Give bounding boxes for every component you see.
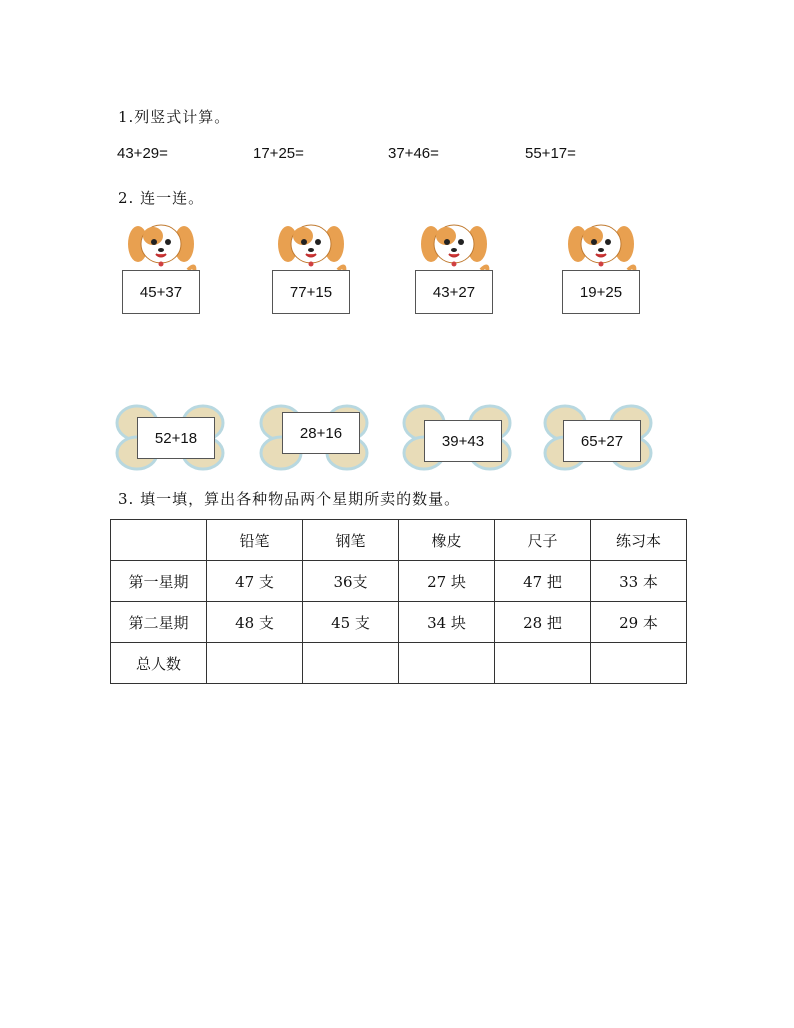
question-2-title: 2. 连一连。: [118, 189, 205, 207]
table-header-cell: 铅笔: [207, 520, 303, 561]
table-answer-cell[interactable]: [495, 643, 591, 684]
flower-card-3[interactable]: [402, 403, 514, 471]
table-row-header: 第一星期: [111, 561, 207, 602]
table-cell: 47 把: [495, 561, 591, 602]
flower-card-label: 65+27: [563, 420, 641, 462]
table-cell: 29 本: [591, 602, 687, 643]
dog-card-label: 45+37: [122, 270, 200, 314]
expression-row: [117, 145, 677, 167]
dog-card-1[interactable]: [122, 222, 202, 322]
table-header-cell: 尺子: [495, 520, 591, 561]
flower-card-label: 52+18: [137, 417, 215, 459]
table-row: [111, 561, 687, 602]
dog-card-4[interactable]: [562, 222, 642, 322]
table-cell: 48 支: [207, 602, 303, 643]
flower-card-4[interactable]: [543, 403, 655, 471]
expression-1: 43+29=: [117, 145, 168, 162]
flower-card-label: 28+16: [282, 412, 360, 454]
flower-card-label: 39+43: [424, 420, 502, 462]
expression-3: 37+46=: [388, 145, 439, 162]
table-row: [111, 602, 687, 643]
dog-card-2[interactable]: [272, 222, 352, 322]
table-answer-cell[interactable]: [207, 643, 303, 684]
dog-card-label: 43+27: [415, 270, 493, 314]
table-header-cell: 钢笔: [303, 520, 399, 561]
question-1-title: 1.列竖式计算。: [118, 108, 231, 126]
table-cell: 47 支: [207, 561, 303, 602]
sales-table: [110, 519, 687, 684]
table-cell: 36支: [303, 561, 399, 602]
dog-card-label: 77+15: [272, 270, 350, 314]
table-cell: 27 块: [399, 561, 495, 602]
table-header-cell: 橡皮: [399, 520, 495, 561]
dog-card-label: 19+25: [562, 270, 640, 314]
table-answer-cell[interactable]: [303, 643, 399, 684]
table-row: [111, 643, 687, 684]
table-cell: 28 把: [495, 602, 591, 643]
table-header-row: [111, 520, 687, 561]
table-cell: 45 支: [303, 602, 399, 643]
table-answer-cell[interactable]: [399, 643, 495, 684]
dog-card-3[interactable]: [415, 222, 495, 322]
question-3-title: 3. 填一填，算出各种物品两个星期所卖的数量。: [118, 490, 461, 508]
table-row-header: 总人数: [111, 643, 207, 684]
table-header-cell: [111, 520, 207, 561]
flower-card-1[interactable]: [115, 403, 227, 471]
table-header-cell: 练习本: [591, 520, 687, 561]
flower-card-2[interactable]: [259, 403, 371, 471]
table-cell: 34 块: [399, 602, 495, 643]
expression-2: 17+25=: [253, 145, 304, 162]
table-cell: 33 本: [591, 561, 687, 602]
table-answer-cell[interactable]: [591, 643, 687, 684]
table-row-header: 第二星期: [111, 602, 207, 643]
expression-4: 55+17=: [525, 145, 576, 162]
